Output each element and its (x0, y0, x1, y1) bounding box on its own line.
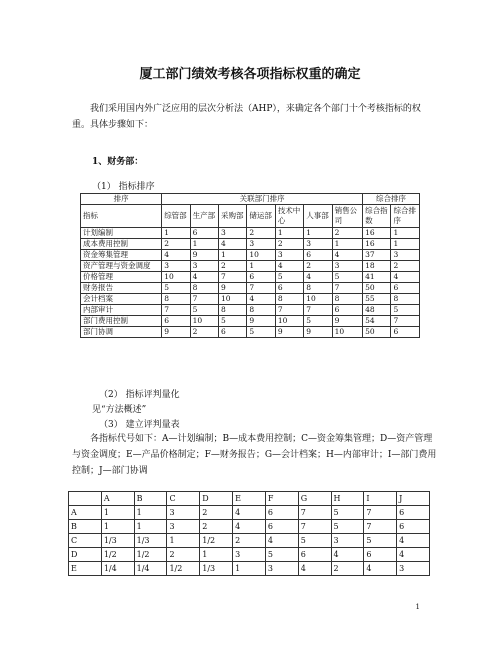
matrix-cell: 1/3 (101, 534, 134, 548)
indicator-name: 价格管理 (81, 272, 162, 283)
matrix-cell: 6 (265, 520, 298, 534)
table-cell: 2 (247, 228, 275, 239)
table-row (81, 239, 420, 250)
matrix-cell: 1 (134, 520, 167, 534)
step1-label: （1） 指标排序 (92, 182, 155, 192)
matrix-cell: 5 (265, 548, 298, 562)
table-cell: 3 (162, 261, 190, 272)
header-summary: 综合指数 (363, 205, 391, 228)
table-cell: 1 (190, 239, 218, 250)
table-cell: 6 (304, 250, 332, 261)
table-cell: 10 (219, 294, 247, 305)
table-cell: 9 (332, 316, 362, 327)
step3-label: （3） 建立评判量表 (99, 420, 180, 430)
header-dept: 技术中心 (275, 205, 303, 228)
header-dept: 采购部 (219, 205, 247, 228)
indicator-name: 内部审计 (81, 305, 162, 316)
matrix-cell: 3 (397, 562, 430, 576)
indicator-name: 资产管理与资金调度 (81, 261, 162, 272)
table-cell: 41 (363, 272, 391, 283)
header-dept: 综管部 (162, 205, 190, 228)
matrix-header-cell: E (233, 492, 266, 506)
table-cell: 5 (332, 272, 362, 283)
table-cell: 4 (332, 250, 362, 261)
matrix-cell: 7 (364, 506, 397, 520)
table-cell: 5 (190, 305, 218, 316)
table-cell: 9 (219, 283, 247, 294)
indicator-name: 会计档案 (81, 294, 162, 305)
header-group-summary: 综合排序 (363, 194, 420, 205)
table-cell: 1 (219, 250, 247, 261)
header-dept: 储运部 (247, 205, 275, 228)
table-cell: 9 (304, 327, 332, 338)
table-cell: 6 (391, 283, 420, 294)
table-cell: 37 (363, 250, 391, 261)
header-dept: 人事部 (304, 205, 332, 228)
matrix-cell: 1/2 (200, 534, 233, 548)
table-cell: 4 (162, 250, 190, 261)
matrix-cell: 3 (265, 562, 298, 576)
indicator-name: 部门费用控制 (81, 316, 162, 327)
matrix-cell: 4 (233, 520, 266, 534)
table-cell: 8 (247, 305, 275, 316)
matrix-cell: 3 (233, 548, 266, 562)
table-cell: 7 (162, 305, 190, 316)
matrix-row (69, 506, 430, 520)
matrix-cell: 2 (233, 534, 266, 548)
matrix-cell: A (69, 506, 102, 520)
evaluation-matrix (68, 491, 430, 576)
table-cell: 3 (219, 228, 247, 239)
matrix-cell: 1 (233, 562, 266, 576)
matrix-cell: 7 (364, 520, 397, 534)
matrix-header-cell: G (298, 492, 331, 506)
table-cell: 2 (275, 239, 303, 250)
indicator-name: 财务报告 (81, 283, 162, 294)
table-cell: 1 (332, 239, 362, 250)
table-cell: 8 (190, 283, 218, 294)
matrix-row (69, 520, 430, 534)
matrix-cell: 6 (397, 506, 430, 520)
table-cell: 3 (332, 261, 362, 272)
matrix-cell: E (69, 562, 102, 576)
table-cell: 6 (190, 228, 218, 239)
matrix-cell: 1/2 (101, 548, 134, 562)
table-cell: 3 (391, 250, 420, 261)
matrix-cell: 4 (298, 562, 331, 576)
table-cell: 50 (363, 327, 391, 338)
section-heading: 1、财务部： (92, 157, 144, 167)
page-title: 厦工部门绩效考核各项指标权重的确定 (139, 67, 361, 82)
matrix-header-cell: J (397, 492, 430, 506)
table-cell: 7 (275, 305, 303, 316)
header-dept: 生产部 (190, 205, 218, 228)
matrix-cell: 1/3 (134, 534, 167, 548)
table-row (81, 228, 420, 239)
table-cell: 9 (275, 327, 303, 338)
header-corner-top: 排序 (81, 194, 162, 205)
table-cell: 8 (275, 294, 303, 305)
table-cell: 16 (363, 228, 391, 239)
table-cell: 5 (275, 272, 303, 283)
table-cell: 8 (391, 294, 420, 305)
table-cell: 5 (247, 327, 275, 338)
table-cell: 2 (391, 261, 420, 272)
table-cell: 3 (247, 239, 275, 250)
matrix-cell: 5 (364, 534, 397, 548)
table-row (81, 327, 420, 338)
table-cell: 55 (363, 294, 391, 305)
matrix-row (69, 534, 430, 548)
matrix-cell: 4 (233, 506, 266, 520)
indicator-name: 成本费用控制 (81, 239, 162, 250)
table-cell: 2 (162, 239, 190, 250)
table-cell: 9 (162, 327, 190, 338)
indicator-name: 资金筹集管理 (81, 250, 162, 261)
page-number: 1 (415, 603, 420, 611)
table-cell: 10 (162, 272, 190, 283)
table-cell: 6 (162, 316, 190, 327)
table-cell: 7 (332, 283, 362, 294)
matrix-header-cell: F (265, 492, 298, 506)
matrix-cell: D (69, 548, 102, 562)
table-cell: 1 (275, 228, 303, 239)
matrix-cell: 4 (331, 548, 364, 562)
matrix-cell: 4 (364, 562, 397, 576)
table-cell: 1 (391, 228, 420, 239)
matrix-cell: 2 (167, 548, 200, 562)
table-cell: 10 (247, 250, 275, 261)
matrix-cell: 1/2 (134, 548, 167, 562)
matrix-cell: C (69, 534, 102, 548)
matrix-cell: 4 (397, 534, 430, 548)
table-row (81, 283, 420, 294)
indicator-name: 部门协调 (81, 327, 162, 338)
table-cell: 54 (363, 316, 391, 327)
codes-paragraph (72, 431, 438, 479)
table-cell: 7 (219, 272, 247, 283)
table-cell: 3 (275, 250, 303, 261)
table-cell: 50 (363, 283, 391, 294)
table-cell: 1 (391, 239, 420, 250)
matrix-cell: 1/4 (134, 562, 167, 576)
matrix-cell: 1 (167, 534, 200, 548)
codes-text: 各指标代号如下：A—计划编制；B—成本费用控制；C—资金筹集管理；D—资产管理与资金调度；E—产品价格制定；F—财务报告；G—会计档案；H—内部审计；I—部门费用控制；J—部门协调 (72, 434, 437, 476)
matrix-cell: 1 (134, 506, 167, 520)
table-cell: 9 (190, 250, 218, 261)
ranking-table (80, 193, 420, 338)
step2-subtext: 见“方法概述” (92, 405, 147, 415)
matrix-header-cell: I (364, 492, 397, 506)
table-cell: 10 (190, 316, 218, 327)
matrix-cell: 3 (167, 520, 200, 534)
matrix-cell: 1/2 (167, 562, 200, 576)
table-cell: 1 (247, 261, 275, 272)
table-cell: 16 (363, 239, 391, 250)
table-cell: 3 (304, 239, 332, 250)
table-cell: 2 (332, 228, 362, 239)
matrix-header-cell: C (167, 492, 200, 506)
table-cell: 6 (275, 283, 303, 294)
step2-label: （2） 指标评判量化 (99, 390, 180, 400)
matrix-cell: 1 (101, 506, 134, 520)
matrix-cell: 6 (397, 520, 430, 534)
table-cell: 2 (219, 261, 247, 272)
matrix-row (69, 548, 430, 562)
matrix-cell: 6 (364, 548, 397, 562)
matrix-cell: 5 (331, 520, 364, 534)
matrix-header-cell: D (200, 492, 233, 506)
matrix-header-cell (69, 492, 102, 506)
table-row (81, 305, 420, 316)
table-cell: 7 (391, 316, 420, 327)
table-cell: 9 (247, 316, 275, 327)
table-cell: 4 (190, 272, 218, 283)
matrix-cell: 5 (298, 534, 331, 548)
table-row (81, 294, 420, 305)
table-cell: 8 (219, 305, 247, 316)
matrix-row (69, 562, 430, 576)
table-cell: 5 (391, 305, 420, 316)
matrix-header-row (69, 492, 430, 506)
matrix-header-cell: A (101, 492, 134, 506)
matrix-cell: 2 (200, 520, 233, 534)
table-cell: 1 (162, 228, 190, 239)
matrix-cell: 2 (200, 506, 233, 520)
matrix-cell: 2 (331, 562, 364, 576)
table-cell: 7 (247, 283, 275, 294)
intro-paragraph (72, 101, 432, 133)
header-summary: 综合排序 (391, 205, 420, 228)
table-cell: 8 (162, 294, 190, 305)
header-dept: 销售公司 (332, 205, 362, 228)
table-cell: 7 (304, 305, 332, 316)
table-cell: 5 (304, 316, 332, 327)
table-cell: 7 (190, 294, 218, 305)
table-row (81, 261, 420, 272)
table-cell: 18 (363, 261, 391, 272)
matrix-cell: 1/4 (101, 562, 134, 576)
matrix-cell: 3 (167, 506, 200, 520)
table-cell: 6 (332, 305, 362, 316)
table-cell: 10 (304, 294, 332, 305)
table-cell: 4 (275, 261, 303, 272)
matrix-cell: 7 (298, 506, 331, 520)
table-cell: 3 (190, 261, 218, 272)
table-cell: 6 (219, 327, 247, 338)
table-cell: 6 (391, 327, 420, 338)
table-cell: 2 (304, 261, 332, 272)
matrix-cell: 4 (397, 548, 430, 562)
table-cell: 48 (363, 305, 391, 316)
matrix-cell: B (69, 520, 102, 534)
table-cell: 5 (219, 316, 247, 327)
table-cell: 4 (304, 272, 332, 283)
matrix-cell: 6 (265, 506, 298, 520)
table-cell: 2 (190, 327, 218, 338)
table-cell: 8 (332, 294, 362, 305)
table-row (81, 250, 420, 261)
matrix-cell: 7 (298, 520, 331, 534)
indicator-name: 计划编制 (81, 228, 162, 239)
header-corner-bottom: 指标 (81, 205, 162, 228)
matrix-cell: 1 (200, 548, 233, 562)
matrix-cell: 4 (265, 534, 298, 548)
header-group-related: 关联部门排序 (162, 194, 363, 205)
table-cell: 6 (247, 272, 275, 283)
matrix-cell: 6 (298, 548, 331, 562)
table-cell: 4 (247, 294, 275, 305)
table-cell: 1 (304, 228, 332, 239)
matrix-header-cell: B (134, 492, 167, 506)
table-cell: 10 (275, 316, 303, 327)
table-cell: 4 (219, 239, 247, 250)
matrix-cell: 3 (331, 534, 364, 548)
intro-text: 我们采用国内外广泛应用的层次分析法（AHP），来确定各个部门十个考核指标的权重。具体步骤如下： (72, 104, 421, 130)
table-cell: 8 (304, 283, 332, 294)
table-cell: 5 (162, 283, 190, 294)
matrix-cell: 5 (331, 506, 364, 520)
matrix-header-cell: H (331, 492, 364, 506)
matrix-cell: 1 (101, 520, 134, 534)
table-cell: 4 (391, 272, 420, 283)
table-row (81, 272, 420, 283)
matrix-cell: 1/3 (200, 562, 233, 576)
table-cell: 10 (332, 327, 362, 338)
table-row (81, 316, 420, 327)
